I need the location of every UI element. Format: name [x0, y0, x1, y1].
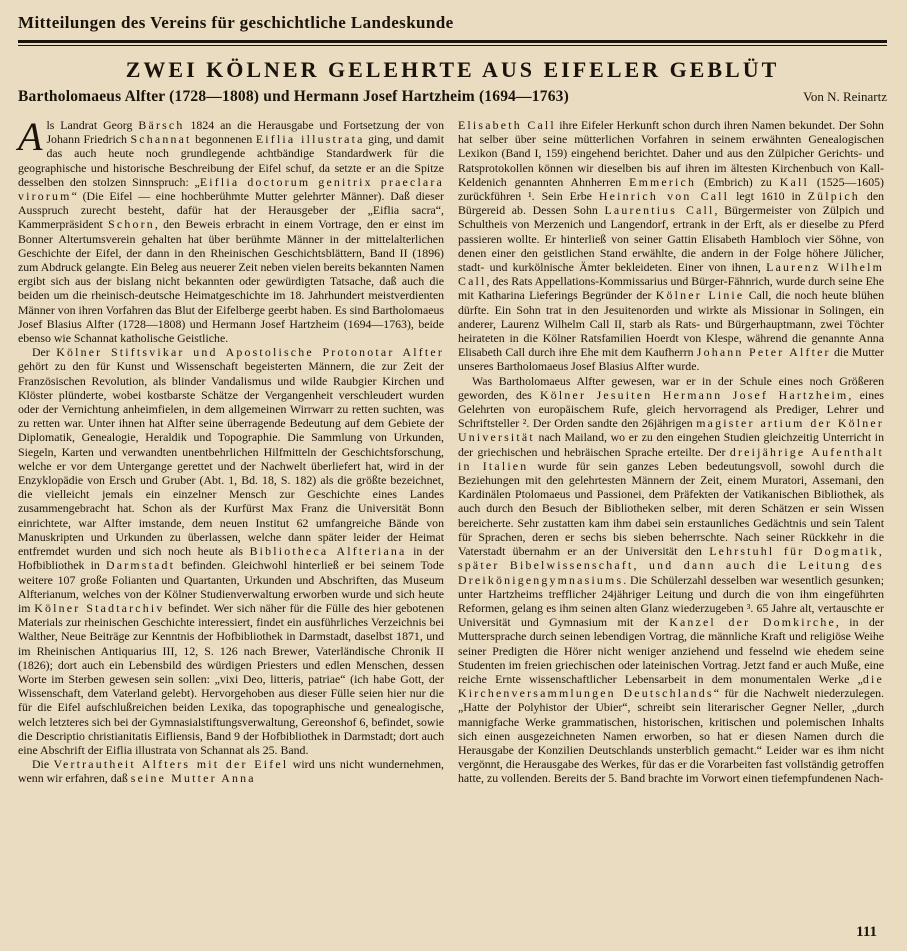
text-span: Der — [32, 345, 57, 360]
page-number: 111 — [856, 924, 877, 940]
text-span: seine Mutter Anna — [130, 771, 256, 786]
text-span: 1824 an die Herausgabe und Fortsetzung der von Johann Friedrich — [46, 118, 444, 147]
text-span: , in der Muttersprache durch seinen lebendigen Vortrag, die männliche Kraft und religiöse Weihe seiner Predigten die Hörer nicht weniger anziehend und fesselnd wie ehedem seine Studenten im freien griechischen oder lateinischen Vortrag. Jetzt fand er auch Muße, eine reiche Ernte wissenschaftlicher Lebensarbeit in dem monumentalen Werke „ — [458, 615, 885, 686]
text-span: Vertrautheit Alfters mit der Eifel — [53, 757, 289, 772]
article-title: ZWEI KÖLNER GELEHRTE AUS EIFELER GEBLÜT — [125, 57, 780, 82]
text-span: die Kirchenversammlungen Deutschlands — [458, 671, 884, 701]
text-span: Kall — [779, 174, 809, 189]
text-span: magister artium der Kölner Universität — [458, 416, 884, 445]
text-span: Laurentius Call — [604, 203, 715, 218]
text-span: ihre Eifeler Herkunft schon durch ihren Namen bekundet. Der Sohn hat selber über seine mütterlichen Vorfahren in seinem erwähnten Genealogischen Lexikon (Band I, 159) eingehend berichtet. Daher und aus den Zülpicher Gerichts- und Ratsprotokollen können wir dieselben bis auf ihren im ältesten Kirchenbuch von Kall-Keldenich genannten Ahnherren — [458, 118, 884, 189]
text-span: Bärsch — [138, 118, 185, 132]
text-span: Kölner Stadtarchiv — [34, 600, 165, 615]
text-span: befindet. Wer sich näher für die Fülle des hier gebotenen Materials zur rheinischen Geschichte interessiert, findet ein ausführliches Verzeichnis bei Walther, Neue Beiträge zur Kenntnis der Hofbibliothek in Darmstadt, daselbst 1871, und im Rheinischen Antiquarius III, 12, S. 126 nach Brewer, Vaterländische Chronik II (1826); dort auch ein Lebensbild des würdigen Priesters und edlen Menschen, dessen Worte im Sterben gewesen sein sollen: „vixi Deo, litteris, patriae“ (ich habe Gott, der Wissenschaft, dem Vaterland gelebt). Hervorgehoben aus dieser Fülle seien hier nur die für die Eifel aufschlußreichen beiden Lexika, das topographische und genealogische, welch letzteres sich bei der Gymnasialstiftungsverwaltung, Gereonshof 6, befindet, sowie die Descriptio christianitatis Eifliensis, Band 9 der Hofbibliothek in Darmstadt; dort auch eine Abschrift der Eiflia illustrata von Schannat als 25. Band. — [18, 600, 445, 757]
text-span: Eiflia doctorum genitrix praeclara virorum — [18, 174, 444, 204]
text-span: Kölner Linie — [655, 288, 745, 303]
text-span: Laurenz Wilhelm Call — [458, 260, 885, 289]
text-span: Schorn — [108, 217, 155, 232]
text-span: (1525—1605) zurückführen ¹. Sein Erbe — [458, 174, 884, 204]
text-span: , den Beweis erbracht in einem Vortrage, den er einst im Bonner Altertumsverein gehalten hat über berühmte Männer in der mittelalterlichen Geschichte der Eifel, der dann in den Rheinischen Geschichtsblättern, Band II (1896) zum Abdruck gelangte. Ein Beleg aus neuerer Zeit neben vielen bereits bekannten Namen ergibt sich aus der bislang nicht bekannten oder gewürdigten Tatsache, daß auch die beiden um die rheinisch-deutsche Heimatgeschichte im 18. Jahrhundert meistverdienten Männer von ihren Vorfahren das Blut der Eifelberge geerbt haben. Es sind Bartholomaeus Josef Blasius Alfter (1728—1808) und Hermann Josef Hartzheim (1694—1763), beide ebenso wie Schannat katholische Geistliche. — [18, 217, 444, 346]
article-subtitle: Bartholomaeus Alfter (1728—1808) und Hermann Josef Hartzheim (1694—1763) — [18, 88, 569, 105]
text-span: Kölner Jesuiten Hermann Josef Hartzheim — [540, 387, 849, 402]
text-span: “ (Die Eifel — eine hochberühmte Mutter gelehrter Männer). Daß dieser Ausspruch zurecht besteht, dafür hat der Herausgeber der „Eiflia sacra“, Kammerpräsident — [18, 189, 444, 232]
running-title: Mitteilungen des Vereins für geschichtliche Landeskunde — [18, 8, 887, 43]
text-span: ging, und damit das auch heute noch grundlegende achtbändige Standardwerk für die geographische und historische Beschreibung der Eifel schuf, da setzte er an die Spitze desselben den stolzen Sinnspruch: „ — [18, 132, 444, 189]
text-span: , des Rats Appellations-Kommissarius und Bürger-Fähnrich, wurde durch seine Ehe mit Katharina Lieferings Begründer der — [458, 274, 884, 303]
text-span: Heinrich von Call — [598, 189, 730, 204]
text-span: , eines Gelehrten von europäischem Rufe, gleich hervorragend als Prediger, Lehrer und Schriftsteller ². Der Orden sandte den 26jährigen — [458, 387, 884, 431]
text-span: Elisabeth Call — [458, 118, 556, 132]
text-span: Schannat — [130, 132, 192, 147]
column-left — [18, 114, 445, 786]
text-span: ls Landrat Georg — [46, 118, 139, 132]
text-span: (Embrich) zu — [696, 174, 780, 189]
text-span: , Bürgermeister von Zülpich und Schultheis von Merzenich und Langendorf, ertrank in der Erft, als er dieselbe zu Pferd passieren wollte. Er hinterließ von seiner Gattin Elisabeth Hambloch vier Söhne, von denen einer den geistlichen Stand erwählte, die andern in der Folge höhere Jülicher, stadt- und kurkölnische Ämter bekleideten. Einer von ihnen, — [458, 203, 884, 275]
text-columns — [18, 114, 887, 786]
header-divider — [18, 45, 887, 46]
text-span: in der Hofbibliothek in — [18, 544, 444, 573]
text-span: “ für die Nachwelt niederzulegen. „Hatte der Polyhistor der Ubier“, schreibt sein literarischer Gegner Neller, „durch mannigfache Werke grammatischen, historischen, kritischen und polemischen Inhalts sich einen ausgezeichneten Namen erworben, so hat er diesen Namen durch die Herausgabe der Konzilien Deutschlands unsterblich gemacht.“ Leider war es ihm nicht vergönnt, die Herausgabe des Werkes, für das er die Vorarbeiten fast vollständig getroffen hatte, zu vollenden. Bereits der 5. Band brachte im Vorwort einen tiefempfundenen Nach- — [458, 686, 884, 786]
paragraph — [458, 118, 884, 374]
text-span: wird uns nicht wundernehmen, wenn wir erfahren, daß — [18, 757, 445, 786]
text-span: Call, die noch heute blühen dürfte. Ein Sohn trat in den Jesuitenorden und wirkte als Missionar in Solingen, ein anderer, Laurenz Wilhelm Call II, starb als Rats- und Bürgerhauptmann, zwei Töchter heirateten in die Kölner Ratsfamilien Hoerdt von Klespe, während die genannte Anna Elisabeth Call durch ihre Ehe mit dem Kaufherrn — [458, 288, 884, 360]
text-span: legt 1610 in — [729, 189, 808, 204]
text-span: nach Mailand, wo er zu den eingehen Studien gleichzeitig Unterricht in der griechischen und hebräischen Sprache erteilte. Der — [458, 430, 884, 459]
text-span: befinden. Gleichwohl hinterließ er bei seinem Tode weitere 107 große Folianten und Quartanten, Urkunden und Abschriften, das Museum Alfterianum, welches von der Kölner Studienverwaltung erworben wurde und sich heute im — [18, 558, 444, 615]
paragraph — [18, 757, 444, 785]
text-span: Lehrstuhl für Dogmatik, später Bibelwissenschaft, und dann auch die Leitung des Dreikönigengymnasiums — [458, 544, 884, 587]
dropcap: A — [18, 114, 43, 159]
text-span: wurde für sein ganzes Leben bedeutungsvoll, sowohl durch die Beziehungen mit den gelehrtesten Männern der Zeit, einem Muratori, Assemani, den Kardinälen Ptolomaeus und Passionei, dem Präfekten der Vatikanischen Bibliothek, als auch durch den Besuch der Bibliotheken selber, mit deren Schätzen er sein Wissen bereicherte. Sehr zustatten kam ihm dabei sein erstaunliches Gedächtnis und sein Talent für Sprachen, deren er sechs bis sieben beherrschte. Nach seiner Rückkehr in die Vaterstadt übernahm er an der Universität den — [458, 458, 884, 559]
text-span: Bibliotheca Alfteriana — [249, 544, 407, 559]
text-span: Die — [32, 757, 54, 772]
text-span: Eiflia illustrata — [255, 132, 365, 147]
text-span: Was Bartholomaeus Alfter gewesen, war er in der Schule eines noch Größeren geworden, des — [458, 373, 884, 402]
text-span: gehört zu den für Kunst und Wissenschaft begeisterten Männern, die zur Zeit der Französischen Revolution, als blinder Vandalismus und wilde Raubgier Kirchen und Klöster plünderte, wobei kostbarste Schätze der Vergangenheit verschleudert wurden oder der Vernichtung anheimfielen, in dem allgemeinen Wirrwarr zu retten suchten, was zu retten war. Unter ihnen hat Alfter seine überragende Bedeutung auf dem Gebiete der Diplomatik, Genealogie, Heraldik und Topographie. Die Sammlung von Urkunden, Siegeln, Karten und verwandten unentbehrlichen Hilfmitteln der Geschichtsforschung, welche er vor dem Untergange gerettet und der Nachwelt überliefert hat, wird in der Enzyklopädie von Ersch und Gruber (Abt. 1, Bd. 18, S. 182) als die größte bezeichnet, die vielleicht jemals ein einzelner Mensch zur Geschichte eines Landes zusammengebracht hat. Schon als der Kurfürst Max Franz die Universität Bonn einrichtete, war Alfter imstande, dem neuen Institut 62 umfangreiche Bände von Manuskripten und Urkunden zu überlassen, welche dann später leider der Heimat entfremdet wurden und sich noch heute als — [18, 359, 444, 559]
text-span: Darmstadt — [106, 558, 176, 573]
text-span: Emmerich — [629, 174, 697, 189]
paragraph — [18, 345, 444, 757]
paragraph — [18, 114, 444, 346]
text-span: . Die Schülerzahl desselben war wesentlich gesunken; unter Hartzheims trefflicher 24jähriger Leitung und durch die von ihm eingeführten Reformen, gelang es ihm seinen alten Glanz wiederzugeben ³. 65 Jahre alt, vertauschte er Universität und Gymnasium mit der — [458, 572, 884, 630]
text-span: den Bürgereid ab. Dessen Sohn — [458, 189, 884, 218]
text-span: dreijährige Aufenthalt in Italien — [458, 444, 884, 473]
author-byline: Von N. Reinartz — [803, 89, 887, 104]
subtitle-row — [18, 88, 887, 112]
text-span: Kölner Stiftsvikar und Apostolische Protonotar Alfter — [56, 345, 444, 360]
text-span: Johann Peter Alfter — [696, 345, 831, 360]
text-span: Kanzel der Domkirche — [669, 615, 836, 630]
text-span: begonnenen — [191, 132, 256, 147]
paragraph — [458, 374, 884, 786]
column-right — [458, 118, 884, 786]
text-span: Zülpich — [807, 189, 860, 204]
text-span: die Mutter unseres Bartholomaeus Josef Blasius Alfter wurde. — [458, 345, 884, 374]
